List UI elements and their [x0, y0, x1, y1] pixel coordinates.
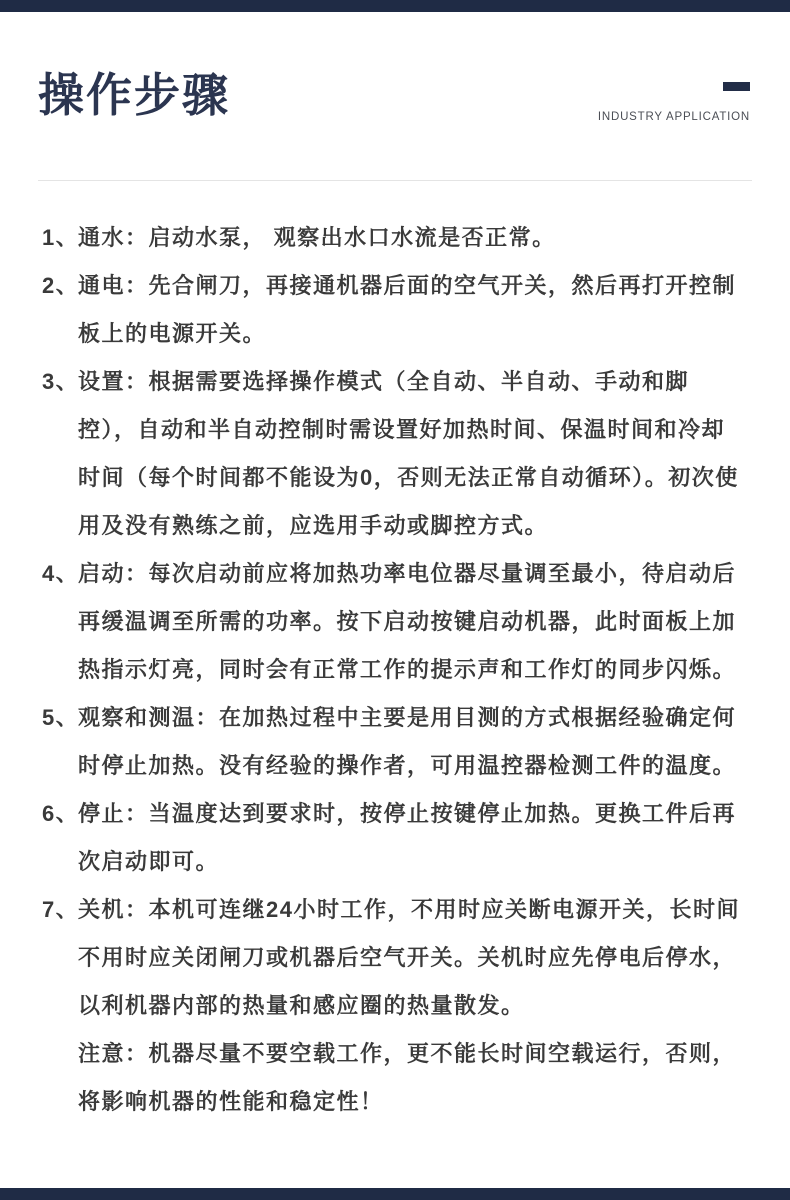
- step-item-7: [42, 886, 746, 1030]
- step-text: 启动：每次启动前应将加热功率电位器尽量调至最小，待启动后再缓温调至所需的功率。按下启动按键启动机器，此时面板上加热指示灯亮，同时会有正常工作的提示声和工作灯的同步闪烁。: [78, 561, 737, 682]
- step-item-4: [42, 550, 746, 694]
- page-title: 操作步骤: [38, 69, 230, 121]
- step-item-5: [42, 694, 746, 790]
- step-text: 观察和测温：在加热过程中主要是用目测的方式根据经验确定何时停止加热。没有经验的操作者，可用温控器检测工件的温度。: [78, 705, 737, 778]
- step-number: 1、: [42, 225, 80, 250]
- top-divider-bar: [0, 0, 790, 12]
- dash-decoration-icon: [723, 82, 750, 91]
- note-item: [42, 1030, 746, 1126]
- step-number: 2、: [42, 273, 80, 298]
- step-item-3: [42, 358, 746, 550]
- step-number: 6、: [42, 801, 80, 826]
- section-subtitle-en: INDUSTRY APPLICATION: [597, 111, 750, 123]
- header-divider-line: [38, 180, 752, 181]
- step-item-2: [42, 262, 746, 358]
- step-text: 通电：先合闸刀，再接通机器后面的空气开关，然后再打开控制板上的电源开关。: [78, 273, 737, 346]
- step-text: 关机：本机可连继24小时工作，不用时应关断电源开关，长时间不用时应关闭闸刀或机器后空气开关。关机时应先停电后停水，以利机器内部的热量和感应圈的热量散发。: [78, 897, 740, 1018]
- bottom-divider-bar: [0, 1188, 790, 1200]
- note-text: 注意：机器尽量不要空载工作，更不能长时间空载运行，否则，将影响机器的性能和稳定性！: [78, 1041, 737, 1114]
- header-right-group: [598, 78, 750, 123]
- step-text: 停止：当温度达到要求时，按停止按键停止加热。更换工件后再次启动即可。: [78, 801, 737, 874]
- steps-list: [42, 214, 746, 1126]
- step-text: 通水：启动水泵， 观察出水口水流是否正常。: [78, 225, 556, 250]
- step-number: 3、: [42, 369, 80, 394]
- step-number: 7、: [42, 897, 80, 922]
- step-item-1: [42, 214, 746, 262]
- step-item-6: [42, 790, 746, 886]
- step-text: 设置：根据需要选择操作模式（全自动、半自动、手动和脚控），自动和半自动控制时需设置好加热时间、保温时间和冷却时间（每个时间都不能设为0，否则无法正常自动循环）。初次使用及没有熟练之前，应选用手动或脚控方式。: [78, 369, 739, 538]
- step-number: 5、: [42, 705, 80, 730]
- step-number: 4、: [42, 561, 80, 586]
